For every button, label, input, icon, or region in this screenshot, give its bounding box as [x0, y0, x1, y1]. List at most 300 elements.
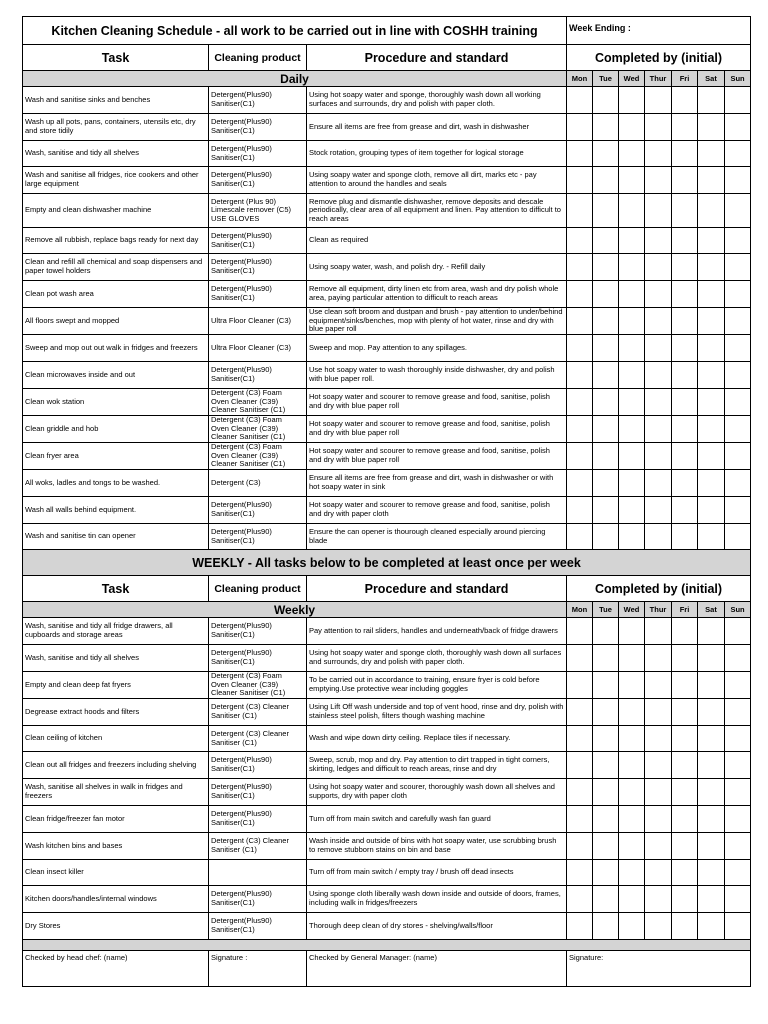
- initial-box-fri[interactable]: [672, 524, 698, 550]
- initial-box-sat[interactable]: [698, 913, 725, 940]
- initial-box-sat[interactable]: [698, 779, 725, 806]
- initial-box-thur[interactable]: [645, 779, 672, 806]
- initial-box-wed[interactable]: [619, 913, 645, 940]
- initial-box-fri[interactable]: [672, 672, 698, 699]
- initial-box-sat[interactable]: [698, 443, 725, 470]
- procedure-cell: Using hot soapy water and sponge cloth, thoroughly wash down all surfaces and surrounds, dry and polish with paper cloth.: [307, 645, 567, 672]
- initial-box-sat[interactable]: [698, 141, 725, 167]
- initial-box-mon[interactable]: [567, 779, 593, 806]
- initial-box-sun[interactable]: [725, 833, 751, 860]
- task-cell: Clean pot wash area: [23, 281, 209, 308]
- initial-box-wed[interactable]: [619, 335, 645, 362]
- initial-box-tue[interactable]: [593, 335, 619, 362]
- initial-box-sat[interactable]: [698, 308, 725, 335]
- initial-box-sat[interactable]: [698, 389, 725, 416]
- task-cell: Wash and sanitise sinks and benches: [23, 87, 209, 114]
- initial-box-wed[interactable]: [619, 524, 645, 550]
- initial-box-sat[interactable]: [698, 524, 725, 550]
- day-header-sun: Sun: [725, 71, 751, 87]
- initial-box-wed[interactable]: [619, 833, 645, 860]
- initial-box-sun[interactable]: [725, 470, 751, 497]
- initial-box-wed[interactable]: [619, 254, 645, 281]
- initial-box-fri[interactable]: [672, 913, 698, 940]
- initial-box-fri[interactable]: [672, 194, 698, 228]
- initial-box-tue[interactable]: [593, 308, 619, 335]
- initial-box-sun[interactable]: [725, 645, 751, 672]
- cleaning-product-cell: Detergent(Plus90) Sanitiser(C1): [209, 752, 307, 779]
- initial-box-sun[interactable]: [725, 87, 751, 114]
- procedure-cell: Remove plug and dismantle dishwasher, remove deposits and descale periodically, clear area of all equipment and linen. Pay attention to difficult to reach areas: [307, 194, 567, 228]
- initial-box-fri[interactable]: [672, 779, 698, 806]
- initial-box-thur[interactable]: [645, 726, 672, 752]
- initial-box-tue[interactable]: [593, 699, 619, 726]
- initial-box-wed[interactable]: [619, 497, 645, 524]
- initial-box-sat[interactable]: [698, 618, 725, 645]
- initial-box-sun[interactable]: [725, 752, 751, 779]
- initial-box-mon[interactable]: [567, 228, 593, 254]
- initial-box-thur[interactable]: [645, 362, 672, 389]
- initial-box-tue[interactable]: [593, 860, 619, 886]
- cleaning-product-cell: Detergent(Plus90) Sanitiser(C1): [209, 913, 307, 940]
- initial-box-sat[interactable]: [698, 87, 725, 114]
- initial-box-thur[interactable]: [645, 254, 672, 281]
- task-cell: Remove all rubbish, replace bags ready for next day: [23, 228, 209, 254]
- procedure-cell: Using sponge cloth liberally wash down inside and outside of doors, frames, including walk in fridges/freezers: [307, 886, 567, 913]
- daily-task-row: [23, 281, 751, 308]
- task-cell: Clean microwaves inside and out: [23, 362, 209, 389]
- initial-box-wed[interactable]: [619, 470, 645, 497]
- procedure-cell: Hot soapy water and scourer to remove grease and food, sanitise, polish and dry with blue paper roll: [307, 389, 567, 416]
- procedure-cell: Hot soapy water and scourer to remove grease and food, sanitise, polish and dry with blue paper roll: [307, 416, 567, 443]
- initial-box-tue[interactable]: [593, 141, 619, 167]
- initial-box-tue[interactable]: [593, 497, 619, 524]
- initial-box-wed[interactable]: [619, 228, 645, 254]
- task-cell: Wash all walls behind equipment.: [23, 497, 209, 524]
- initial-box-sun[interactable]: [725, 699, 751, 726]
- initial-box-fri[interactable]: [672, 645, 698, 672]
- initial-box-tue[interactable]: [593, 618, 619, 645]
- initial-box-sat[interactable]: [698, 672, 725, 699]
- procedure-header: Procedure and standard: [307, 45, 567, 71]
- column-header-row: [23, 45, 751, 71]
- initial-box-fri[interactable]: [672, 618, 698, 645]
- weekly-column-header-row: [23, 576, 751, 602]
- daily-task-row: [23, 194, 751, 228]
- initial-box-thur[interactable]: [645, 443, 672, 470]
- initial-box-sun[interactable]: [725, 228, 751, 254]
- initial-box-thur[interactable]: [645, 860, 672, 886]
- initial-box-sat[interactable]: [698, 752, 725, 779]
- cleaning-product-cell: Detergent(Plus90) Sanitiser(C1): [209, 806, 307, 833]
- initial-box-sat[interactable]: [698, 860, 725, 886]
- initial-box-tue[interactable]: [593, 806, 619, 833]
- initial-box-mon[interactable]: [567, 194, 593, 228]
- initial-box-wed[interactable]: [619, 167, 645, 194]
- initial-box-mon[interactable]: [567, 470, 593, 497]
- initial-box-mon[interactable]: [567, 618, 593, 645]
- initial-box-mon[interactable]: [567, 389, 593, 416]
- cleaning-product-cell: [209, 860, 307, 886]
- weekly-task-row: [23, 699, 751, 726]
- initial-box-sat[interactable]: [698, 167, 725, 194]
- initial-box-wed[interactable]: [619, 699, 645, 726]
- weekly-task-row: [23, 779, 751, 806]
- initial-box-tue[interactable]: [593, 726, 619, 752]
- procedure-cell: Use hot soapy water to wash thoroughly inside dishwasher, dry and polish with blue paper roll.: [307, 362, 567, 389]
- initial-box-tue[interactable]: [593, 886, 619, 913]
- initial-box-sun[interactable]: [725, 194, 751, 228]
- initial-box-fri[interactable]: [672, 141, 698, 167]
- initial-box-sat[interactable]: [698, 726, 725, 752]
- initial-box-tue[interactable]: [593, 194, 619, 228]
- initial-box-mon[interactable]: [567, 497, 593, 524]
- initial-box-tue[interactable]: [593, 389, 619, 416]
- initial-box-fri[interactable]: [672, 114, 698, 141]
- initial-box-sun[interactable]: [725, 416, 751, 443]
- initial-box-wed[interactable]: [619, 752, 645, 779]
- task-cell: Wash, sanitise and tidy all shelves: [23, 645, 209, 672]
- initial-box-thur[interactable]: [645, 335, 672, 362]
- daily-task-row: [23, 141, 751, 167]
- procedure-cell: Use clean soft broom and dustpan and brush - pay attention to under/behind equipment/sinks/benches, mop with plenty of hot water, rinse and dry with blue paper roll: [307, 308, 567, 335]
- initial-box-sat[interactable]: [698, 228, 725, 254]
- initial-box-fri[interactable]: [672, 308, 698, 335]
- cleaning-product-cell: Detergent(Plus90) Sanitiser(C1): [209, 114, 307, 141]
- task-cell: Wash and sanitise tin can opener: [23, 524, 209, 550]
- initial-box-tue[interactable]: [593, 228, 619, 254]
- procedure-cell: Hot soapy water and scourer to remove grease and food, sanitise, polish and dry with blue paper roll: [307, 443, 567, 470]
- initial-box-mon[interactable]: [567, 860, 593, 886]
- initial-box-fri[interactable]: [672, 254, 698, 281]
- initial-box-wed[interactable]: [619, 618, 645, 645]
- initial-box-fri[interactable]: [672, 443, 698, 470]
- initial-box-thur[interactable]: [645, 114, 672, 141]
- task-cell: Wash, sanitise and tidy all fridge drawers, all cupboards and storage areas: [23, 618, 209, 645]
- initial-box-thur[interactable]: [645, 167, 672, 194]
- initial-box-sun[interactable]: [725, 779, 751, 806]
- initial-box-wed[interactable]: [619, 726, 645, 752]
- initial-box-thur[interactable]: [645, 194, 672, 228]
- initial-box-mon[interactable]: [567, 833, 593, 860]
- procedure-cell: Turn off from main switch and carefully wash fan guard: [307, 806, 567, 833]
- initial-box-wed[interactable]: [619, 416, 645, 443]
- initial-box-thur[interactable]: [645, 913, 672, 940]
- head-chef-name-field[interactable]: Checked by head chef: (name): [23, 951, 209, 987]
- initial-box-thur[interactable]: [645, 672, 672, 699]
- initial-box-fri[interactable]: [672, 416, 698, 443]
- initial-box-fri[interactable]: [672, 389, 698, 416]
- initial-box-sun[interactable]: [725, 443, 751, 470]
- task-cell: Wash up all pots, pans, containers, utensils etc, dry and store tidily: [23, 114, 209, 141]
- initial-box-wed[interactable]: [619, 389, 645, 416]
- initial-box-thur[interactable]: [645, 806, 672, 833]
- initial-box-fri[interactable]: [672, 806, 698, 833]
- initial-box-tue[interactable]: [593, 443, 619, 470]
- initial-box-sat[interactable]: [698, 362, 725, 389]
- initial-box-wed[interactable]: [619, 87, 645, 114]
- initial-box-mon[interactable]: [567, 281, 593, 308]
- initial-box-mon[interactable]: [567, 141, 593, 167]
- initial-box-mon[interactable]: [567, 672, 593, 699]
- day-header-fri: Fri: [672, 71, 698, 87]
- initial-box-tue[interactable]: [593, 470, 619, 497]
- general-manager-name-field[interactable]: Checked by General Manager: (name): [307, 951, 567, 987]
- initial-box-fri[interactable]: [672, 726, 698, 752]
- initial-box-sat[interactable]: [698, 833, 725, 860]
- procedure-cell: Using hot soapy water and sponge, thoroughly wash down all working surfaces and surrounds, dry and polish with paper cloth.: [307, 87, 567, 114]
- initial-box-sun[interactable]: [725, 141, 751, 167]
- cleaning-product-cell: Detergent (C3) Foam Oven Cleaner (C39) Cleaner Sanitiser (C1): [209, 389, 307, 416]
- initial-box-sat[interactable]: [698, 470, 725, 497]
- task-cell: Wash, sanitise all shelves in walk in fridges and freezers: [23, 779, 209, 806]
- daily-task-row: [23, 335, 751, 362]
- day-header-sat: Sat: [698, 602, 725, 618]
- cleaning-schedule-sheet: [22, 16, 751, 987]
- initial-box-thur[interactable]: [645, 524, 672, 550]
- initial-box-mon[interactable]: [567, 913, 593, 940]
- initial-box-tue[interactable]: [593, 87, 619, 114]
- initial-box-fri[interactable]: [672, 699, 698, 726]
- initial-box-sat[interactable]: [698, 281, 725, 308]
- initial-box-wed[interactable]: [619, 308, 645, 335]
- initial-box-thur[interactable]: [645, 497, 672, 524]
- initial-box-sun[interactable]: [725, 672, 751, 699]
- initial-box-wed[interactable]: [619, 886, 645, 913]
- initial-box-wed[interactable]: [619, 443, 645, 470]
- initial-box-mon[interactable]: [567, 114, 593, 141]
- cleaning-product-cell: Ultra Floor Cleaner (C3): [209, 308, 307, 335]
- initial-box-wed[interactable]: [619, 141, 645, 167]
- initial-box-mon[interactable]: [567, 254, 593, 281]
- initial-box-sat[interactable]: [698, 335, 725, 362]
- cleaning-product-cell: Detergent(Plus90) Sanitiser(C1): [209, 281, 307, 308]
- procedure-cell: Sweep, scrub, mop and dry. Pay attention to dirt trapped in tight corners, skirting, ledges and difficult to reach areas, rinse and dry: [307, 752, 567, 779]
- initial-box-mon[interactable]: [567, 308, 593, 335]
- title-row: [23, 17, 751, 45]
- initial-box-tue[interactable]: [593, 362, 619, 389]
- initial-box-wed[interactable]: [619, 281, 645, 308]
- day-header-thur: Thur: [645, 602, 672, 618]
- initial-box-mon[interactable]: [567, 335, 593, 362]
- initial-box-fri[interactable]: [672, 497, 698, 524]
- initial-box-mon[interactable]: [567, 87, 593, 114]
- initial-box-sun[interactable]: [725, 114, 751, 141]
- initial-box-sun[interactable]: [725, 913, 751, 940]
- initial-box-fri[interactable]: [672, 833, 698, 860]
- procedure-cell: Stock rotation, grouping types of item together for logical storage: [307, 141, 567, 167]
- daily-section-row: [23, 71, 751, 87]
- initial-box-mon[interactable]: [567, 416, 593, 443]
- day-header-tue: Tue: [593, 602, 619, 618]
- initial-box-thur[interactable]: [645, 833, 672, 860]
- procedure-cell: Pay attention to rail sliders, handles and underneath/back of fridge drawers: [307, 618, 567, 645]
- initial-box-sun[interactable]: [725, 726, 751, 752]
- initial-box-mon[interactable]: [567, 726, 593, 752]
- initial-box-tue[interactable]: [593, 672, 619, 699]
- initial-box-sun[interactable]: [725, 524, 751, 550]
- initial-box-wed[interactable]: [619, 194, 645, 228]
- footer-gap: [23, 940, 751, 951]
- task-cell: Clean wok station: [23, 389, 209, 416]
- weekly-task-row: [23, 618, 751, 645]
- initial-box-sun[interactable]: [725, 254, 751, 281]
- initial-box-tue[interactable]: [593, 645, 619, 672]
- weekly-task-row: [23, 645, 751, 672]
- cleaning-product-cell: Detergent(Plus90) Sanitiser(C1): [209, 87, 307, 114]
- initial-box-tue[interactable]: [593, 752, 619, 779]
- initial-box-tue[interactable]: [593, 913, 619, 940]
- initial-box-tue[interactable]: [593, 167, 619, 194]
- initial-box-fri[interactable]: [672, 335, 698, 362]
- task-cell: Wash, sanitise and tidy all shelves: [23, 141, 209, 167]
- initial-box-fri[interactable]: [672, 886, 698, 913]
- initial-box-sat[interactable]: [698, 645, 725, 672]
- daily-task-row: [23, 497, 751, 524]
- general-manager-signature-field[interactable]: Signature:: [567, 951, 751, 987]
- initial-box-wed[interactable]: [619, 860, 645, 886]
- weekly-task-row: [23, 886, 751, 913]
- initial-box-thur[interactable]: [645, 618, 672, 645]
- initial-box-wed[interactable]: [619, 672, 645, 699]
- cleaning-product-cell: Detergent(Plus90) Sanitiser(C1): [209, 497, 307, 524]
- cleaning-product-cell: Detergent (C3): [209, 470, 307, 497]
- initial-box-mon[interactable]: [567, 443, 593, 470]
- initial-box-wed[interactable]: [619, 645, 645, 672]
- head-chef-signature-field[interactable]: Signature :: [209, 951, 307, 987]
- initial-box-thur[interactable]: [645, 308, 672, 335]
- initial-box-fri[interactable]: [672, 281, 698, 308]
- initial-box-tue[interactable]: [593, 524, 619, 550]
- page-title: Kitchen Cleaning Schedule - all work to be carried out in line with COSHH training: [23, 17, 567, 45]
- initial-box-thur[interactable]: [645, 645, 672, 672]
- initial-box-tue[interactable]: [593, 779, 619, 806]
- initial-box-sun[interactable]: [725, 335, 751, 362]
- cleaning-product-cell: Detergent(Plus90) Sanitiser(C1): [209, 362, 307, 389]
- initial-box-sat[interactable]: [698, 416, 725, 443]
- footer-gap-row: [23, 940, 751, 951]
- initial-box-thur[interactable]: [645, 752, 672, 779]
- initial-box-thur[interactable]: [645, 389, 672, 416]
- weekly-product-header: Cleaning product: [209, 576, 307, 602]
- procedure-cell: Wash and wipe down dirty ceiling. Replace tiles if necessary.: [307, 726, 567, 752]
- initial-box-fri[interactable]: [672, 860, 698, 886]
- initial-box-fri[interactable]: [672, 87, 698, 114]
- initial-box-mon[interactable]: [567, 524, 593, 550]
- initial-box-thur[interactable]: [645, 470, 672, 497]
- cleaning-product-cell: Detergent (C3) Cleaner Sanitiser (C1): [209, 726, 307, 752]
- initial-box-mon[interactable]: [567, 645, 593, 672]
- initial-box-tue[interactable]: [593, 254, 619, 281]
- day-header-sat: Sat: [698, 71, 725, 87]
- daily-task-row: [23, 254, 751, 281]
- initial-box-mon[interactable]: [567, 886, 593, 913]
- procedure-cell: Ensure all items are free from grease and dirt, wash in dishwasher or with hot soapy water in sink: [307, 470, 567, 497]
- initial-box-fri[interactable]: [672, 228, 698, 254]
- initial-box-wed[interactable]: [619, 114, 645, 141]
- weekly-task-row: [23, 726, 751, 752]
- initial-box-mon[interactable]: [567, 752, 593, 779]
- initial-box-fri[interactable]: [672, 752, 698, 779]
- initial-box-fri[interactable]: [672, 470, 698, 497]
- daily-task-row: [23, 114, 751, 141]
- initial-box-thur[interactable]: [645, 228, 672, 254]
- cleaning-product-cell: Detergent(Plus90) Sanitiser(C1): [209, 886, 307, 913]
- initial-box-sun[interactable]: [725, 362, 751, 389]
- initial-box-wed[interactable]: [619, 779, 645, 806]
- initial-box-thur[interactable]: [645, 699, 672, 726]
- task-cell: Clean fridge/freezer fan motor: [23, 806, 209, 833]
- initial-box-sun[interactable]: [725, 806, 751, 833]
- initial-box-sat[interactable]: [698, 114, 725, 141]
- cleaning-product-cell: Detergent (C3) Foam Oven Cleaner (C39) Cleaner Sanitiser (C1): [209, 672, 307, 699]
- initial-box-thur[interactable]: [645, 416, 672, 443]
- initial-box-thur[interactable]: [645, 886, 672, 913]
- initial-box-sun[interactable]: [725, 281, 751, 308]
- initial-box-sat[interactable]: [698, 886, 725, 913]
- initial-box-thur[interactable]: [645, 87, 672, 114]
- initial-box-tue[interactable]: [593, 416, 619, 443]
- task-cell: Wash kitchen bins and bases: [23, 833, 209, 860]
- procedure-cell: To be carried out in accordance to training, ensure fryer is cold before emptying.Use protective wear including goggles: [307, 672, 567, 699]
- initial-box-thur[interactable]: [645, 281, 672, 308]
- daily-label: Daily: [23, 71, 567, 87]
- weekly-task-row: [23, 860, 751, 886]
- day-header-tue: Tue: [593, 71, 619, 87]
- initial-box-tue[interactable]: [593, 114, 619, 141]
- cleaning-product-cell: Ultra Floor Cleaner (C3): [209, 335, 307, 362]
- weekly-task-row: [23, 913, 751, 940]
- initial-box-wed[interactable]: [619, 362, 645, 389]
- task-cell: Dry Stores: [23, 913, 209, 940]
- cleaning-product-cell: Detergent(Plus90) Sanitiser(C1): [209, 141, 307, 167]
- weekly-task-row: [23, 752, 751, 779]
- initial-box-sun[interactable]: [725, 308, 751, 335]
- initial-box-mon[interactable]: [567, 806, 593, 833]
- initial-box-sun[interactable]: [725, 497, 751, 524]
- initial-box-thur[interactable]: [645, 141, 672, 167]
- day-header-sun: Sun: [725, 602, 751, 618]
- initial-box-mon[interactable]: [567, 699, 593, 726]
- task-cell: Kitchen doors/handles/internal windows: [23, 886, 209, 913]
- initial-box-sat[interactable]: [698, 254, 725, 281]
- daily-task-row: [23, 524, 751, 550]
- initial-box-sun[interactable]: [725, 389, 751, 416]
- initial-box-sun[interactable]: [725, 860, 751, 886]
- daily-task-row: [23, 362, 751, 389]
- day-header-mon: Mon: [567, 71, 593, 87]
- initial-box-wed[interactable]: [619, 806, 645, 833]
- sign-off-row: [23, 951, 751, 987]
- initial-box-sun[interactable]: [725, 167, 751, 194]
- completed-header: Completed by (initial): [567, 45, 751, 71]
- initial-box-sun[interactable]: [725, 618, 751, 645]
- initial-box-tue[interactable]: [593, 833, 619, 860]
- initial-box-mon[interactable]: [567, 362, 593, 389]
- task-cell: Clean insect killer: [23, 860, 209, 886]
- initial-box-sat[interactable]: [698, 699, 725, 726]
- initial-box-mon[interactable]: [567, 167, 593, 194]
- initial-box-sat[interactable]: [698, 806, 725, 833]
- procedure-cell: Using soapy water, wash, and polish dry. - Refill daily: [307, 254, 567, 281]
- initial-box-sun[interactable]: [725, 886, 751, 913]
- initial-box-fri[interactable]: [672, 167, 698, 194]
- initial-box-fri[interactable]: [672, 362, 698, 389]
- initial-box-sat[interactable]: [698, 194, 725, 228]
- initial-box-tue[interactable]: [593, 281, 619, 308]
- initial-box-sat[interactable]: [698, 497, 725, 524]
- weekly-banner-row: [23, 550, 751, 576]
- week-ending-field[interactable]: Week Ending :: [567, 17, 751, 45]
